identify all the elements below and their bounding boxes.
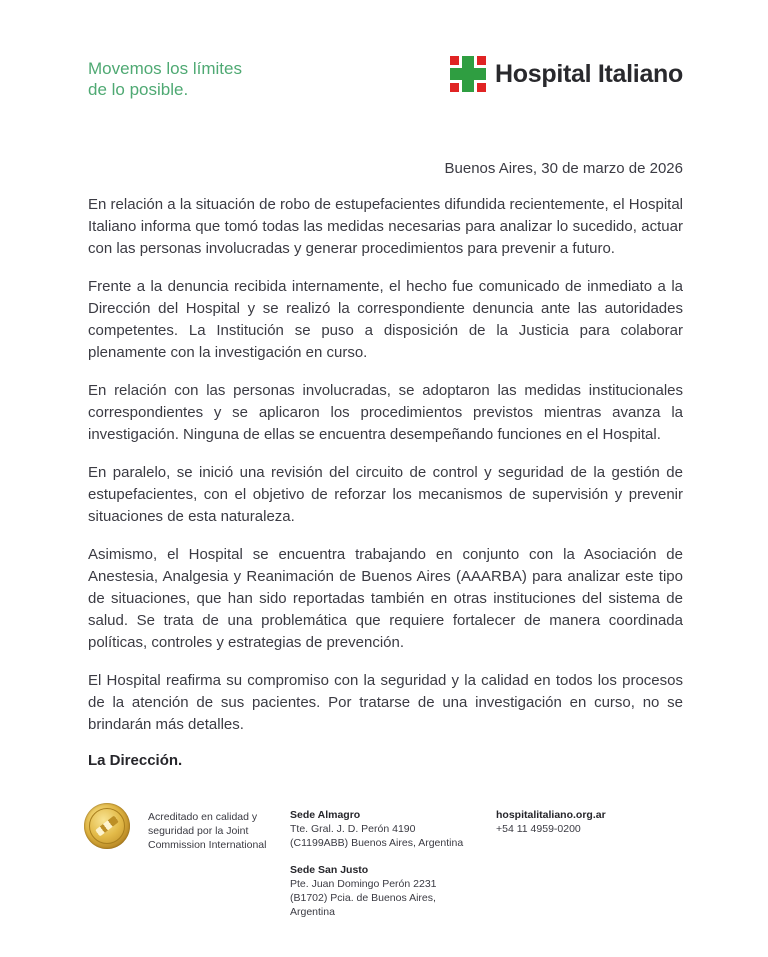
paragraph-4: En paralelo, se inició una revisión del circuito de control y seguridad de la gestión de estupefacientes, con el objetivo de reforzar los mecanismos de supervisión y prevenir situaciones de esta naturaleza. xyxy=(88,464,683,525)
date-line: Buenos Aires, 30 de marzo de 2026 xyxy=(444,160,683,177)
paragraph-5: Asimismo, el Hospital se encuentra trabajando en conjunto con la Asociación de Anestesia, Analgesia y Reanimación de Buenos Aires (AAARBA) para analizar este tipo de situaciones, que han sido reportadas también en otras instituciones del sistema de salud. Se trata de una problemática que requiere fortalecer de manera coordinada políticas, controles y estrategias de prevención. xyxy=(88,546,683,651)
tagline-line-1: Movemos los límites xyxy=(88,59,242,78)
tagline-line-2: de lo posible. xyxy=(88,80,189,99)
accreditation-text: Acreditado en calidad y seguridad por la Joint Commission International xyxy=(148,811,267,851)
location-san-justo xyxy=(290,863,482,919)
location-city: (C1199ABB) Buenos Aires, Argentina xyxy=(290,837,464,849)
location-address: Pte. Juan Domingo Perón 2231 xyxy=(290,878,437,890)
locations-column xyxy=(290,803,482,932)
paragraph-3: En relación con las personas involucradas, se adoptaron las medidas institucionales correspondientes y se aplicaron los procedimientos previstos mientras avanza la investigación. Ninguna de ellas se encuentra desempeñando funciones en el Hospital. xyxy=(88,382,683,443)
brand-tagline xyxy=(88,56,242,100)
hospital-logo xyxy=(450,56,683,92)
letter-body xyxy=(88,194,683,736)
signature: La Dirección. xyxy=(88,752,183,769)
website-text: hospitalitaliano.org.ar xyxy=(496,809,606,821)
logo-wordmark: Hospital Italiano xyxy=(495,59,683,88)
location-address: Tte. Gral. J. D. Perón 4190 xyxy=(290,823,416,835)
letter-footer xyxy=(84,803,683,932)
paragraph-2: Frente a la denuncia recibida internamente, el hecho fue comunicado de inmediato a la Dirección del Hospital y se realizó la correspondiente denuncia ante las autoridades competentes. La Institución se puso a disposición de la Justicia para colaborar plenamente con la investigación en curso. xyxy=(88,278,683,361)
location-city: (B1702) Pcia. de Buenos Aires, Argentina xyxy=(290,892,436,918)
location-name: Sede San Justo xyxy=(290,864,369,876)
accreditation-medal-icon xyxy=(84,803,130,849)
paragraph-6: El Hospital reafirma su compromiso con la seguridad y la calidad en todos los procesos de la atención de sus pacientes. Por tratarse de una investigación en curso, no se brindarán más detalles. xyxy=(88,672,683,733)
phone-number: +54 11 4959-0200 xyxy=(496,823,581,835)
hospital-cross-icon xyxy=(450,56,486,92)
contact-column xyxy=(496,803,606,836)
location-almagro xyxy=(290,808,482,850)
paragraph-1: En relación a la situación de robo de estupefacientes difundida recientemente, el Hospital Italiano informa que tomó todas las medidas necesarias para analizar lo sucedido, actuar con las personas involucradas y generar procedimientos para prevenir a futuro. xyxy=(88,196,683,257)
location-name: Sede Almagro xyxy=(290,809,361,821)
letterhead xyxy=(88,56,683,100)
